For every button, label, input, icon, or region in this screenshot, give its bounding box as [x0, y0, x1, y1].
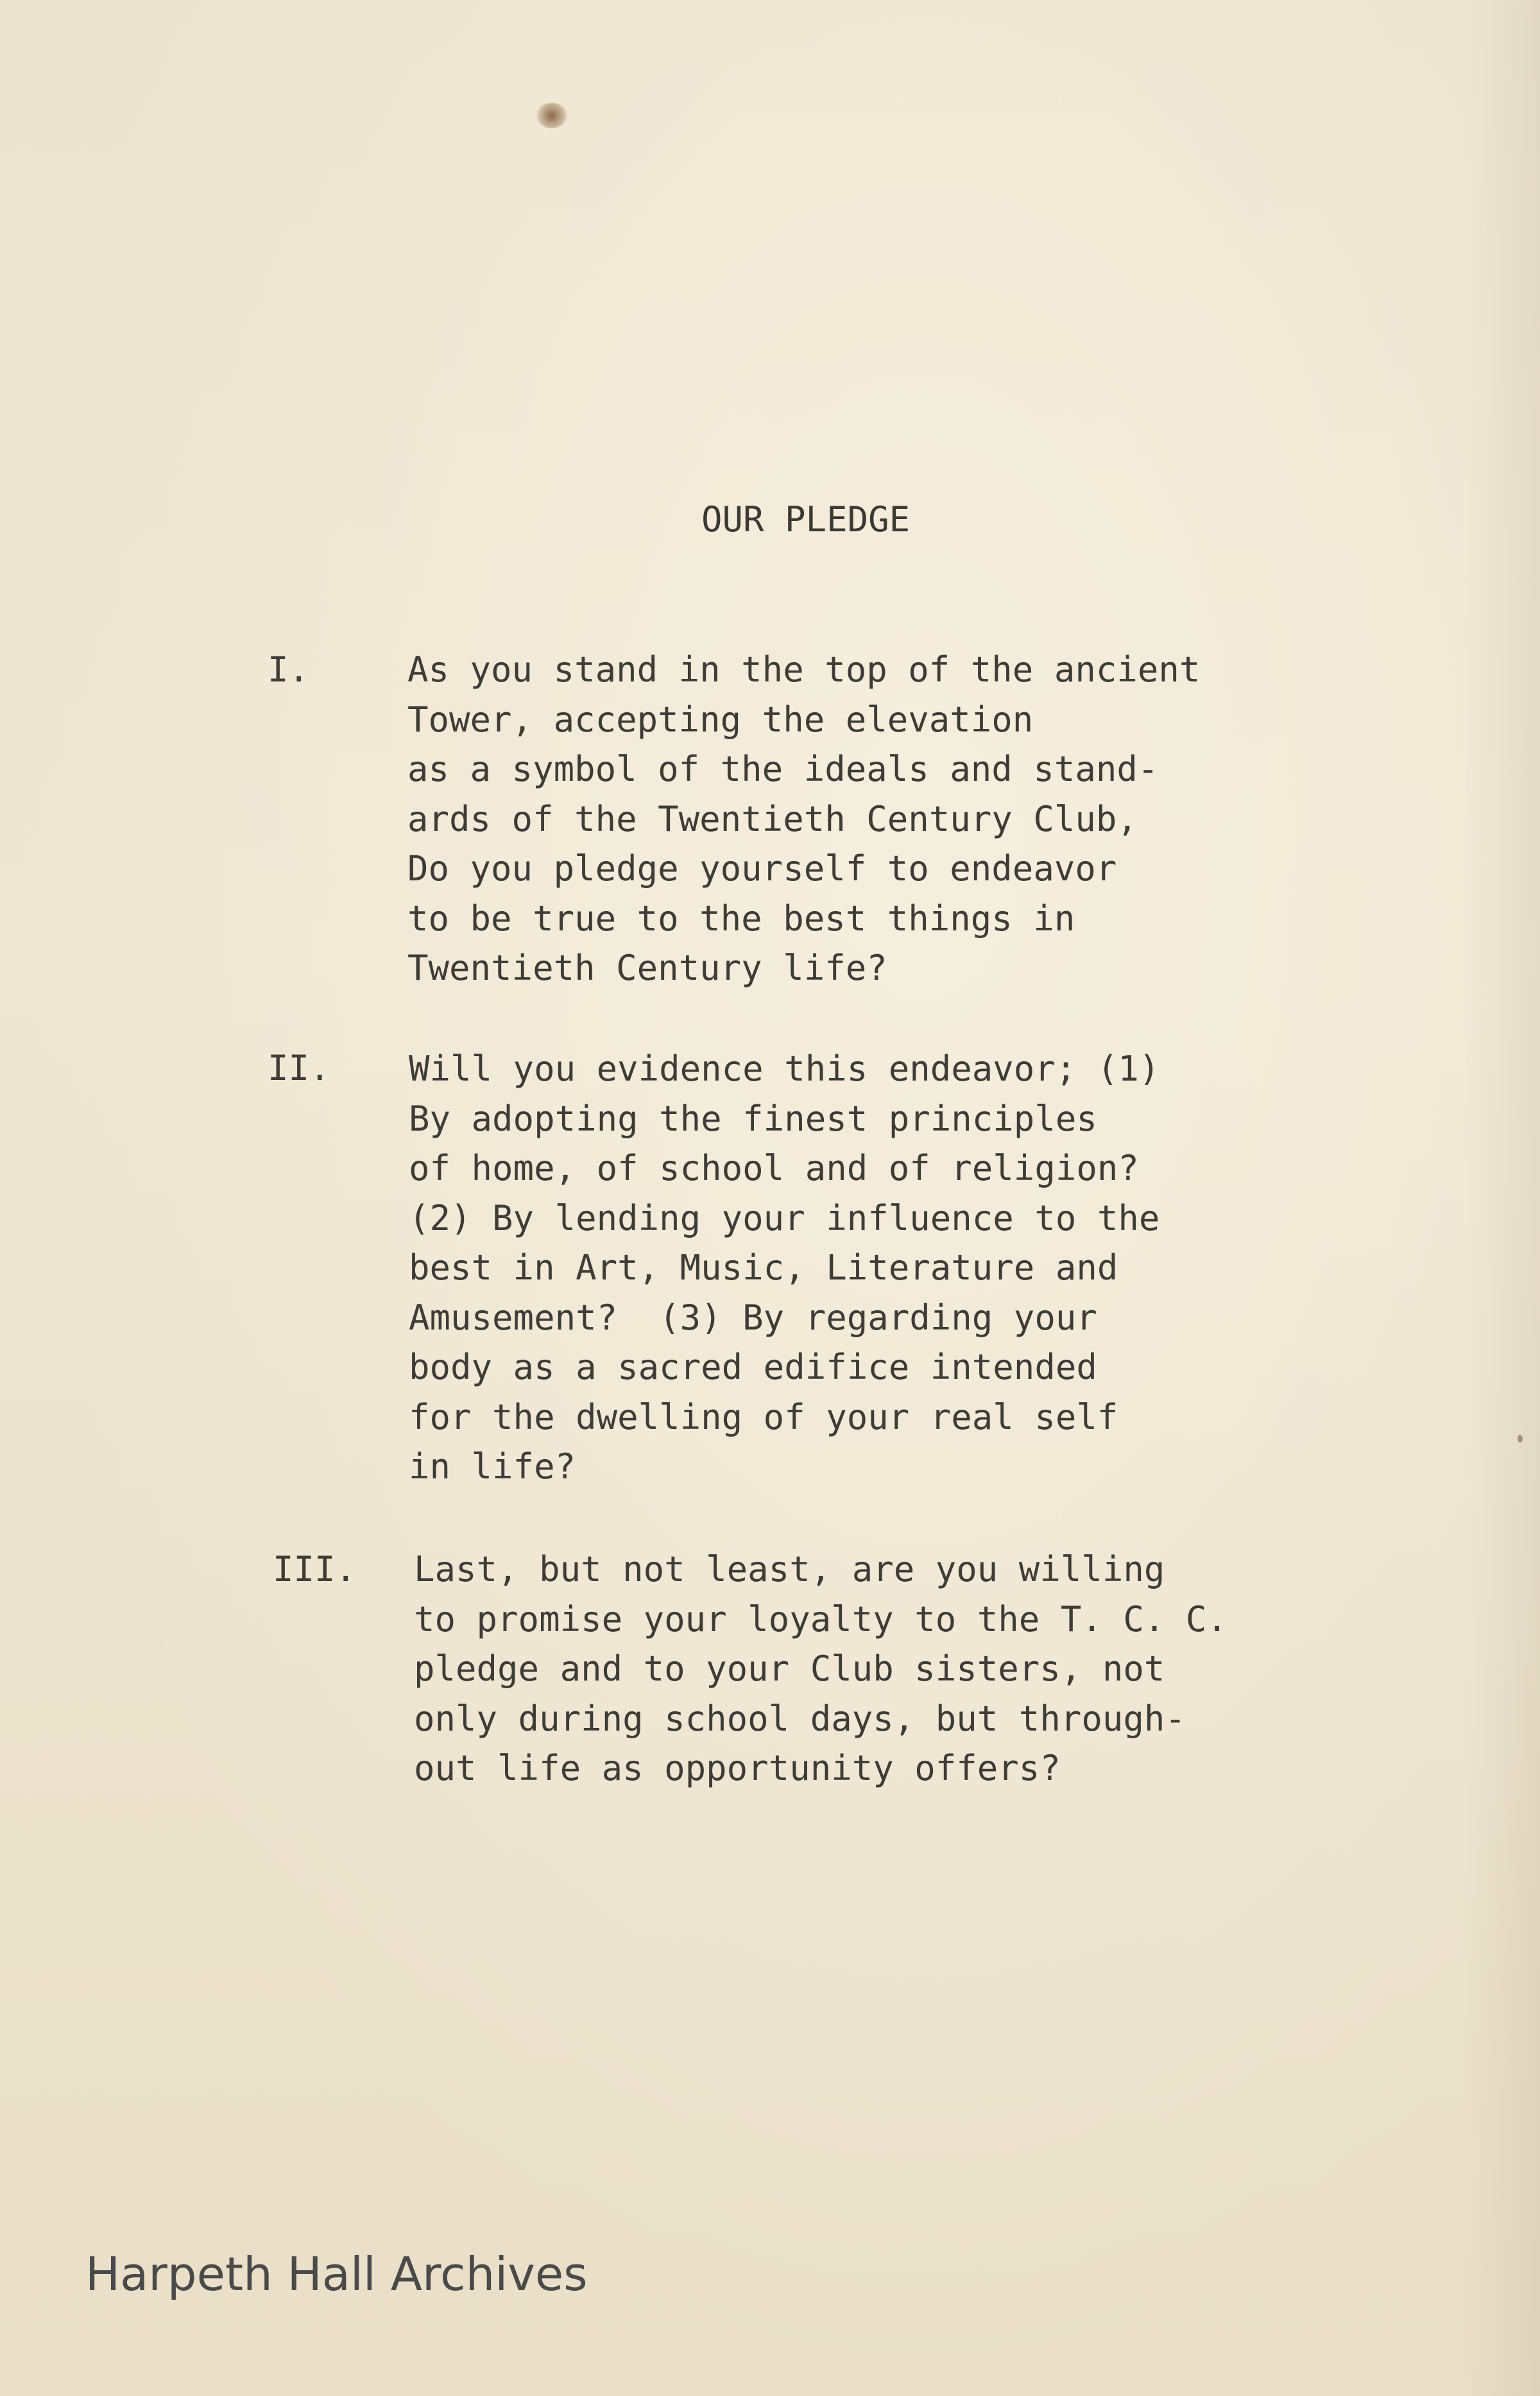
section-1-line: Twentieth Century life? — [407, 948, 887, 988]
section-1-line: ards of the Twentieth Century Club, — [407, 798, 1138, 839]
section-1-text — [407, 645, 1200, 993]
section-1-line: Tower, accepting the elevation — [407, 699, 1034, 740]
section-3-text — [414, 1545, 1228, 1793]
section-2-line: Amusement? (3) By regarding your — [409, 1297, 1097, 1338]
section-2-text — [409, 1044, 1159, 1492]
section-1-line: as a symbol of the ideals and stand- — [407, 749, 1159, 789]
section-1-line: As you stand in the top of the ancient — [407, 649, 1201, 690]
archive-watermark: Harpeth Hall Archives — [85, 2247, 588, 2301]
section-2-line: of home, of school and of religion? — [409, 1148, 1139, 1188]
section-2-numeral: II. — [268, 1048, 330, 1088]
section-2-line: (2) By lending your influence to the — [409, 1197, 1160, 1238]
section-1-line: Do you pledge yourself to endeavor — [407, 848, 1117, 889]
section-3-line: to promise your loyalty to the T. C. C. — [414, 1598, 1228, 1639]
section-3-line: Last, but not least, are you willing — [414, 1549, 1165, 1589]
section-1-line: to be true to the best things in — [407, 898, 1075, 939]
page-title: OUR PLEDGE — [701, 499, 911, 540]
section-2-line: best in Art, Music, Literature and — [409, 1247, 1118, 1288]
section-2-line: in life? — [409, 1446, 576, 1487]
section-3-line: only during school days, but through- — [414, 1698, 1186, 1739]
section-2-line: body as a sacred edifice intended — [409, 1347, 1097, 1387]
paper-speck — [1518, 1435, 1523, 1442]
ink-smudge — [536, 103, 568, 128]
section-3-numeral: III. — [273, 1549, 357, 1589]
section-2-line: for the dwelling of your real self — [409, 1396, 1118, 1437]
section-2-line: By adopting the finest principles — [409, 1098, 1097, 1139]
section-2-line: Will you evidence this endeavor; (1) — [409, 1048, 1160, 1089]
section-3-line: out life as opportunity offers? — [414, 1748, 1061, 1788]
section-3-line: pledge and to your Club sisters, not — [414, 1648, 1165, 1689]
section-1-numeral: I. — [268, 649, 310, 690]
